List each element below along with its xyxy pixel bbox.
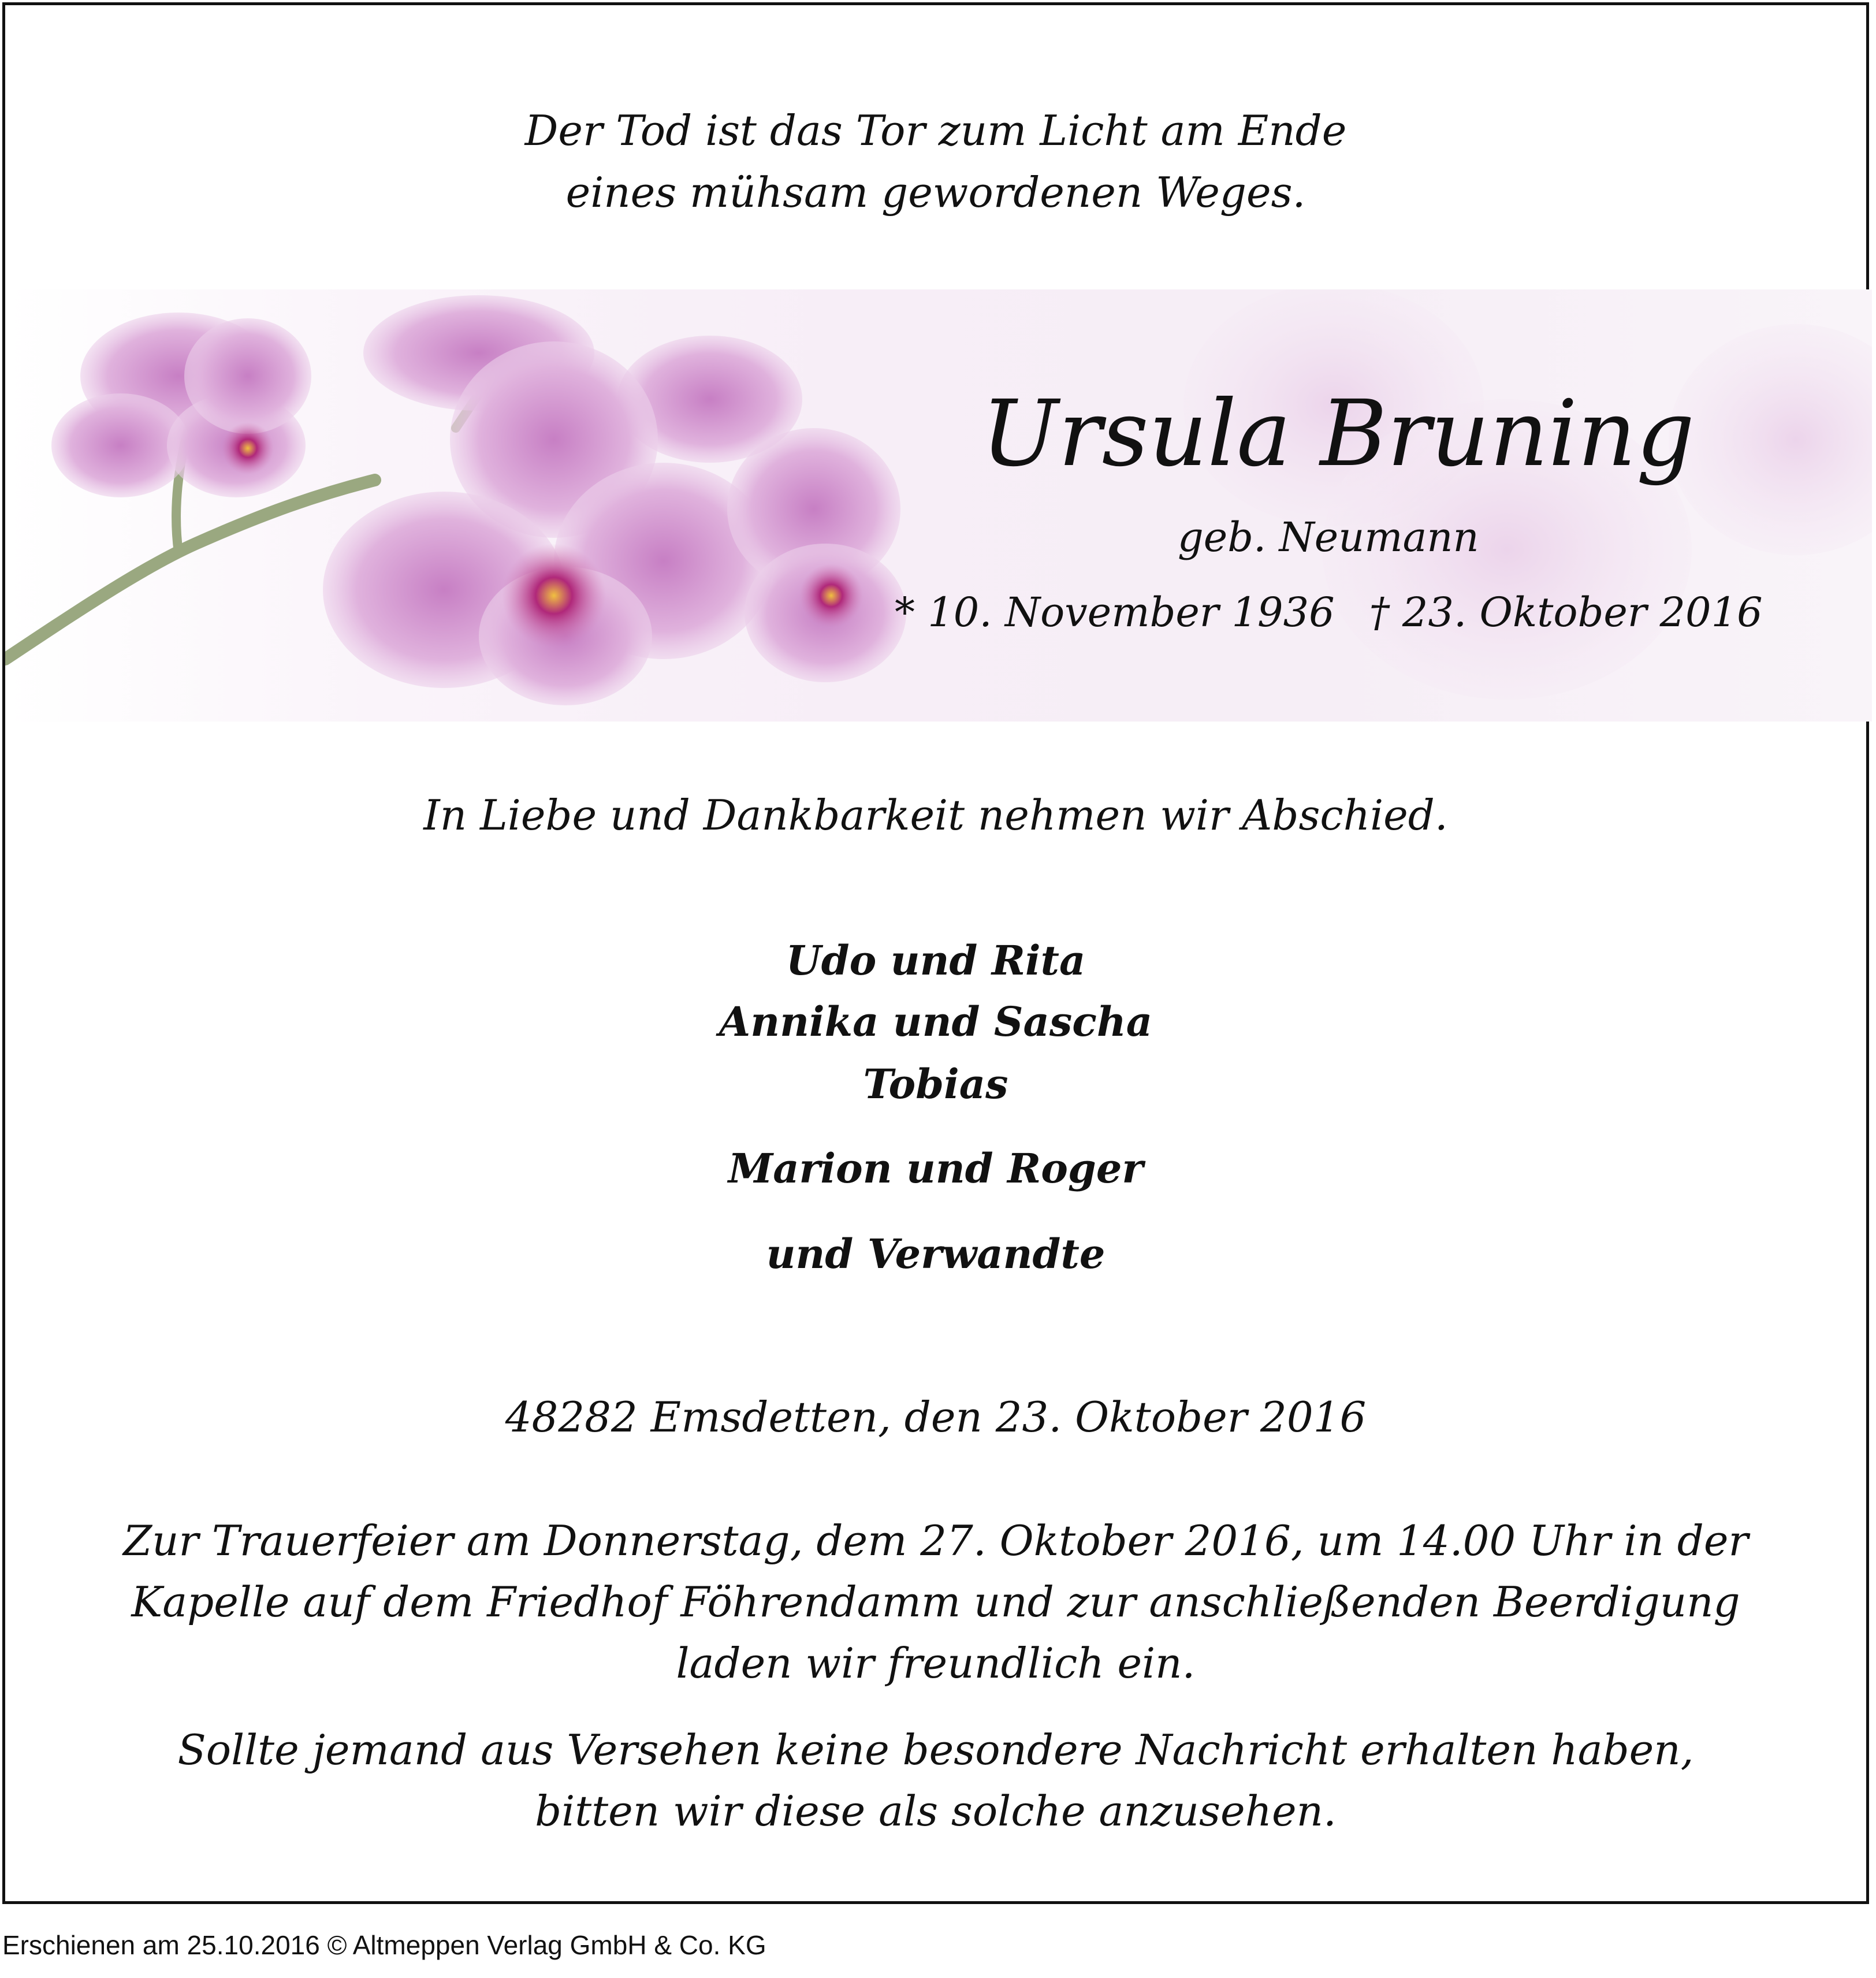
service-info-line-1: Zur Trauerfeier am Donnerstag, dem 27. Oktober 2016, um 14.00 Uhr in der (123, 1516, 1748, 1565)
motto-line-2: eines mühsam gewordenen Weges. (565, 168, 1306, 217)
obituary-frame (2, 2, 1869, 1904)
mourner-line: Marion und Roger (728, 1144, 1144, 1192)
notice-line-1: Sollte jemand aus Versehen keine besondere Nachricht erhalten haben, (177, 1726, 1694, 1774)
deceased-name: Ursula Bruning (981, 381, 1695, 487)
service-info-line-2: Kapelle auf dem Friedhof Föhrendamm und zur anschließenden Beerdigung (131, 1578, 1740, 1626)
farewell-text: In Liebe und Dankbarkeit nehmen wir Abschied. (423, 791, 1448, 839)
mourner-line: Udo und Rita (786, 936, 1086, 984)
publication-footer: Erschienen am 25.10.2016 © Altmeppen Verlag GmbH & Co. KG (2, 1930, 766, 1960)
motto-line-1: Der Tod ist das Tor zum Licht am Ende (524, 106, 1347, 155)
notice-line-2: bitten wir diese als solche anzusehen. (535, 1787, 1337, 1835)
birth-date: * 10. November 1936 (895, 589, 1335, 636)
orchid-banner (5, 289, 1872, 722)
life-dates (895, 589, 1763, 636)
orchid-flowers-icon (5, 289, 1872, 722)
service-info-line-3: laden wir freundlich ein. (676, 1639, 1196, 1687)
maiden-name: geb. Neumann (1178, 514, 1479, 561)
place-and-date: 48282 Emsdetten, den 23. Oktober 2016 (505, 1393, 1367, 1441)
mourner-line: Annika und Sascha (719, 998, 1153, 1046)
mourner-line: und Verwandte (766, 1230, 1106, 1278)
death-date: † 23. Oktober 2016 (1369, 589, 1763, 636)
mourner-line: Tobias (863, 1060, 1008, 1108)
